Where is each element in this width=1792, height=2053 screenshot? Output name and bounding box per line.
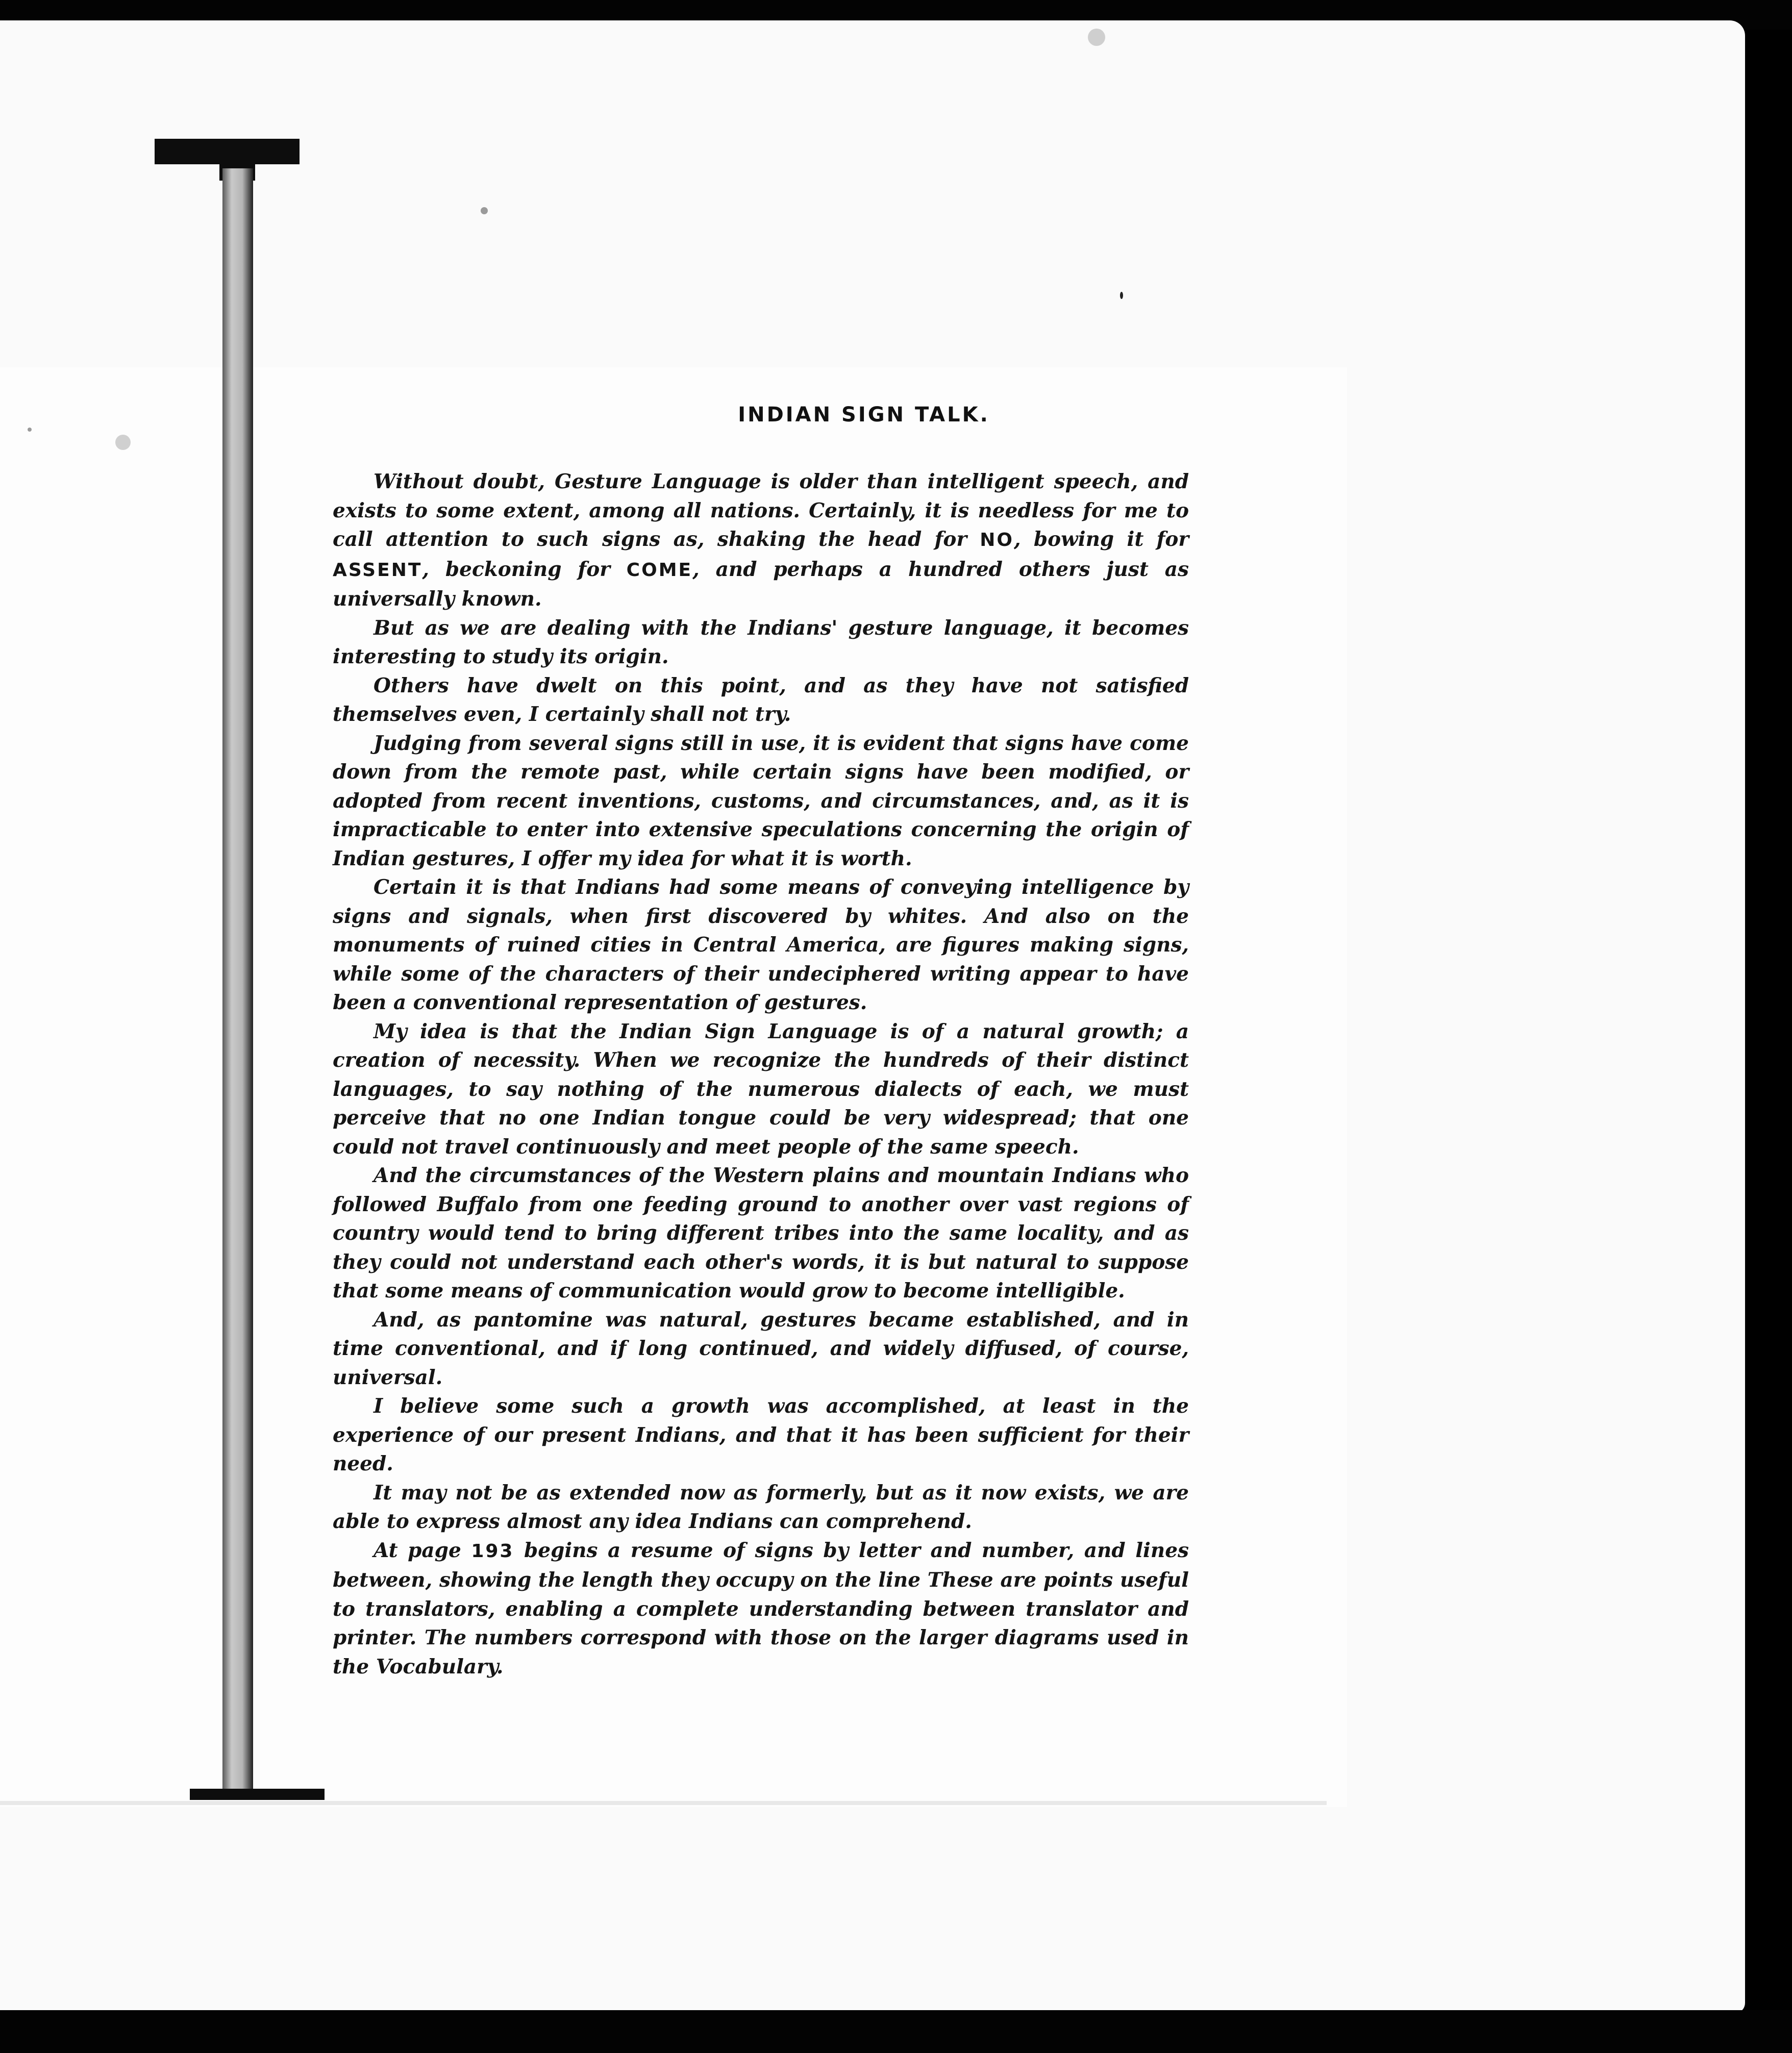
paragraph-text: At page <box>374 1538 471 1562</box>
paragraph-text: I believe some such a growth was accomplished, at least in the experience of our present Indians, and that it has been sufficient for their need. <box>333 1394 1189 1475</box>
paragraph-text: And, as pantomine was natural, gestures became established, and in time conventional, and if long continued, and widely diffused, of course, universal. <box>333 1308 1189 1389</box>
scan-bottom-border <box>0 2010 1792 2053</box>
paragraph-text: And the circumstances of the Western plains and mountain Indians who followed Buffalo from one feeding ground to another over vast regions of country would tend to bring different tribes into the same locality, and as they could not understand each other's words, it is but natural to suppose that some means of communication would grow to become intelligible. <box>333 1164 1189 1303</box>
paragraph <box>333 614 1189 671</box>
binding-bracket-bottom <box>190 1789 325 1800</box>
paragraph <box>333 873 1189 1017</box>
dust-speck <box>481 207 488 214</box>
paragraph-text: , and perhaps a hundred others just as universally known. <box>333 557 1189 611</box>
binding-bracket-top <box>155 139 300 164</box>
paragraph-text: , beckoning for <box>422 557 627 581</box>
paragraph <box>333 671 1189 729</box>
paragraph-text: Others have dwelt on this point, and as they have not satisfied themselves even, I certainly shall not try. <box>333 673 1189 726</box>
paragraph-text: Without doubt, Gesture Language is older than intelligent speech, and exists to some extent, among all nations. Certainly, it is needless for me to call attention to such signs as, shaking the head for <box>333 470 1189 551</box>
page-edge-line <box>0 1801 1327 1805</box>
dust-speck <box>28 428 32 432</box>
paragraph <box>333 1392 1189 1479</box>
emphasized-word: 193 <box>471 1540 514 1562</box>
paragraph <box>333 1306 1189 1392</box>
paragraph-text: But as we are dealing with the Indians' gesture language, it becomes interesting to study its origin. <box>333 616 1189 668</box>
paragraph <box>333 729 1189 873</box>
emphasized-word: COME <box>626 559 693 581</box>
paragraph-text: Certain it is that Indians had some means of conveying intelligence by signs and signals, when first discovered by whites. And also on the monuments of ruined cities in Central America, are figures making signs, while some of the characters of their undeciphered writing appear to have been a conventional representation of gestures. <box>333 875 1189 1014</box>
emphasized-word: NO <box>980 530 1014 550</box>
paragraph-text: It may not be as extended now as formerly, but as it now exists, we are able to express almost any idea Indians can comprehend. <box>333 1481 1189 1533</box>
body-text <box>333 467 1189 1681</box>
paragraph-text: , bowing it for <box>1014 528 1189 551</box>
binding-bracket-bar <box>222 168 253 1792</box>
paragraph-text: begins a resume of signs by letter and number, and lines between, showing the length they occupy on the line These are points useful to translators, enabling a complete understanding between translator and printer. The numbers correspond with those on the larger diagrams used in the Vocabulary. <box>333 1538 1189 1679</box>
paragraph-text: My idea is that the Indian Sign Language is of a natural growth; a creation of necessity. When we recognize the hundreds of their distinct languages, to say nothing of the numerous dialects of each, we must perceive that no one Indian tongue could be very widespread; that one could not travel continuously and meet people of the same speech. <box>333 1019 1189 1159</box>
dust-speck <box>115 435 131 450</box>
dust-speck <box>1120 292 1123 299</box>
paragraph <box>333 1536 1189 1682</box>
emphasized-word: ASSENT <box>333 559 422 581</box>
page-title: INDIAN SIGN TALK. <box>738 403 990 427</box>
paragraph <box>333 467 1189 614</box>
paragraph <box>333 1479 1189 1536</box>
paragraph-text: Judging from several signs still in use, it is evident that signs have come down from the remote past, while certain signs have been modified, or adopted from recent inventions, customs, and circumstances, and, as it is impracticable to enter into extensive speculations concerning the origin of Indian gestures, I offer my idea for what it is worth. <box>333 731 1189 870</box>
paragraph <box>333 1161 1189 1306</box>
dust-speck <box>1088 29 1105 46</box>
paragraph <box>333 1017 1189 1162</box>
